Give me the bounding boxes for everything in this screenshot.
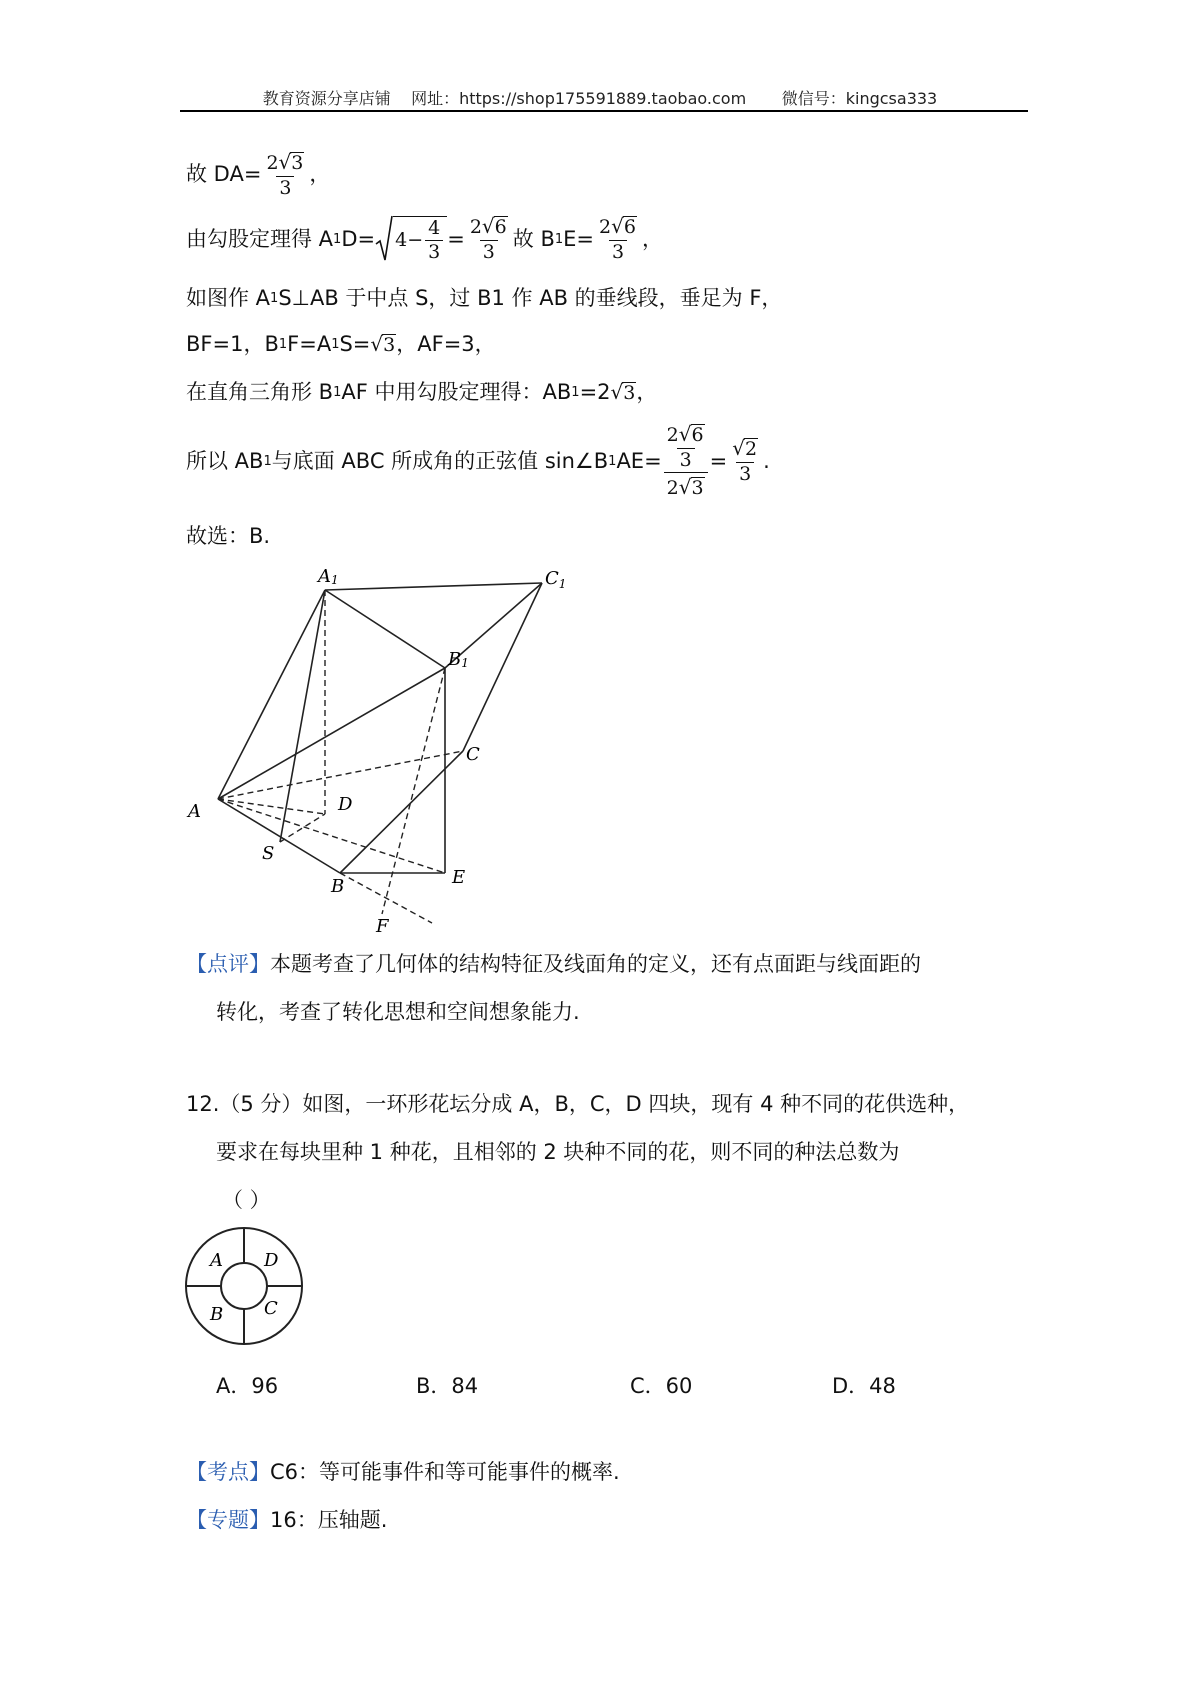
solution-line-4 bbox=[186, 334, 496, 356]
text: ， bbox=[636, 380, 658, 405]
region-A: A bbox=[210, 1250, 223, 1271]
comment-text: 本题考查了几何体的结构特征及线面角的定义，还有点面距与线面距的 bbox=[270, 952, 921, 976]
fraction bbox=[425, 219, 443, 262]
denominator: 3 bbox=[425, 240, 443, 262]
radicand: 3 bbox=[623, 382, 636, 404]
radical: √ 3 bbox=[610, 380, 636, 404]
text: S⊥AB 于中点 S，过 B1 作 AB 的垂线段，垂足为 F， bbox=[278, 286, 783, 310]
subscript: 1 bbox=[278, 337, 288, 353]
option-a[interactable]: A．96 bbox=[216, 1374, 279, 1398]
radical: √ 3 bbox=[370, 332, 396, 356]
text: = bbox=[447, 226, 465, 251]
question-line-2: 要求在每块里种 1 种花，且相邻的 2 块种不同的花，则不同的种法总数为 bbox=[216, 1140, 900, 1164]
radical-sign bbox=[375, 214, 393, 264]
text: 在直角三角形 B bbox=[186, 380, 334, 405]
solution-line-1 bbox=[186, 152, 330, 198]
solution-line-5 bbox=[186, 382, 657, 404]
radical: √ 2 bbox=[732, 436, 758, 461]
solution-line-3 bbox=[186, 288, 782, 309]
subscript: 1 bbox=[333, 231, 342, 247]
label-B1: B1 bbox=[448, 649, 469, 670]
denominator: 3 bbox=[677, 448, 695, 470]
big-radical bbox=[375, 214, 447, 264]
radical: √ 6 bbox=[678, 422, 704, 446]
text: = bbox=[709, 448, 728, 473]
text: F=A bbox=[287, 332, 332, 357]
option-d[interactable]: D．48 bbox=[832, 1374, 896, 1398]
label-A: A bbox=[188, 801, 201, 822]
label-F: F bbox=[376, 916, 389, 937]
comment-line-1 bbox=[186, 954, 921, 975]
radicand: 6 bbox=[623, 216, 636, 239]
subscript: 1 bbox=[608, 453, 617, 469]
text: 由勾股定理得 A bbox=[186, 226, 334, 251]
coef: 2 bbox=[266, 152, 279, 174]
page-header: 教育资源分享店铺 网址：https://shop175591889.taobao.com 微信号：kingcsa333 bbox=[262, 89, 938, 108]
comment-line-2: 转化，考查了转化思想和空间想象能力. bbox=[216, 1000, 580, 1024]
text: ，AF=3， bbox=[396, 332, 496, 357]
text: 如图作 A bbox=[186, 286, 271, 310]
numerator bbox=[467, 216, 511, 240]
coef: 2 bbox=[469, 216, 482, 239]
denominator: 3 bbox=[480, 240, 498, 262]
radicand: 3 bbox=[691, 476, 704, 499]
solution-line-7: 故选：B. bbox=[186, 524, 271, 548]
radicand: 6 bbox=[691, 424, 704, 446]
radicand-text: 4− bbox=[395, 229, 424, 251]
radicand: 3 bbox=[291, 152, 304, 174]
text: 所以 AB bbox=[186, 448, 264, 473]
option-b[interactable]: B．84 bbox=[416, 1374, 479, 1398]
radical: √ 3 bbox=[278, 150, 304, 174]
label-S: S bbox=[262, 843, 275, 864]
subscript: 1 bbox=[333, 385, 342, 401]
kaodian-bracket: 【考点】 bbox=[186, 1460, 270, 1484]
denominator: 3 bbox=[736, 462, 754, 484]
subscript: 1 bbox=[331, 337, 340, 353]
solution-line-6 bbox=[186, 424, 770, 499]
inner-fraction bbox=[664, 424, 708, 470]
text: 与底面 ABC 所成角的正弦值 sin∠B bbox=[271, 448, 609, 473]
text: AE= bbox=[616, 448, 662, 473]
coef: 2 bbox=[666, 476, 679, 499]
coef: 2 bbox=[666, 424, 679, 446]
solution-line-2 bbox=[186, 214, 663, 264]
text: . bbox=[763, 448, 770, 473]
radical: √ 6 bbox=[611, 214, 636, 239]
question-line-1: 12.（5 分）如图，一环形花坛分成 A，B，C，D 四块，现有 4 种不同的花供选种， bbox=[186, 1092, 970, 1116]
numerator bbox=[263, 152, 307, 176]
fraction bbox=[596, 216, 640, 262]
fraction bbox=[467, 216, 511, 262]
radical: √ 6 bbox=[481, 214, 507, 239]
text: 故 DA= bbox=[186, 162, 262, 187]
region-D: D bbox=[264, 1250, 279, 1271]
kaodian-text: C6：等可能事件和等可能事件的概率. bbox=[270, 1460, 620, 1484]
zhuanti-line bbox=[186, 1510, 387, 1531]
region-C: C bbox=[264, 1298, 278, 1319]
radicand: 3 bbox=[383, 334, 396, 356]
text: AF 中用勾股定理得：AB bbox=[341, 380, 572, 405]
text: D= bbox=[341, 226, 376, 251]
text: ， bbox=[309, 162, 331, 187]
label-C1: $C_1$ bbox=[545, 568, 567, 591]
option-c[interactable]: C．60 bbox=[630, 1374, 693, 1398]
numerator bbox=[664, 424, 708, 448]
denominator: 3 bbox=[609, 240, 627, 262]
label-E: E bbox=[452, 867, 466, 888]
question-answer-blank: （ ） bbox=[222, 1188, 271, 1212]
numerator: 4 bbox=[428, 217, 441, 239]
radicand-box bbox=[393, 216, 447, 262]
fraction bbox=[729, 438, 761, 484]
label-B: B bbox=[331, 876, 345, 897]
coef: 2 bbox=[599, 216, 612, 239]
text: =2 bbox=[579, 380, 611, 405]
kaodian-line bbox=[186, 1462, 620, 1483]
comment-bracket: 【点评】 bbox=[186, 952, 270, 976]
numerator bbox=[596, 216, 640, 240]
inner-circle bbox=[221, 1263, 267, 1309]
radicand: 2 bbox=[744, 438, 758, 461]
text: 故 B bbox=[512, 226, 555, 251]
subscript: 1 bbox=[263, 453, 272, 469]
denominator bbox=[664, 475, 708, 499]
radicand: 6 bbox=[494, 216, 507, 239]
radical: √ 3 bbox=[678, 474, 704, 499]
fraction bbox=[263, 152, 307, 198]
answer-options bbox=[0, 1370, 1200, 1400]
text: BF=1，B bbox=[186, 332, 279, 357]
zhuanti-text: 16：压轴题. bbox=[270, 1508, 388, 1532]
region-B: B bbox=[210, 1304, 224, 1325]
header-rule bbox=[180, 110, 1028, 112]
main-fraction-bar bbox=[664, 472, 708, 473]
subscript: 1 bbox=[571, 385, 580, 401]
text: S= bbox=[339, 332, 371, 357]
subscript: 1 bbox=[270, 291, 279, 306]
prism-diagram bbox=[180, 560, 600, 940]
ring-flowerbed-diagram bbox=[182, 1224, 306, 1348]
text: E= bbox=[563, 226, 595, 251]
denominator: 3 bbox=[276, 176, 294, 198]
zhuanti-bracket: 【专题】 bbox=[186, 1508, 270, 1532]
subscript: 1 bbox=[554, 231, 564, 247]
text: ， bbox=[641, 226, 663, 251]
label-A1: A1 bbox=[318, 566, 339, 587]
solid-edges bbox=[218, 583, 542, 873]
numerator bbox=[729, 438, 761, 462]
compound-fraction bbox=[664, 424, 708, 499]
label-C: C bbox=[466, 744, 480, 765]
label-D: D bbox=[338, 794, 353, 815]
